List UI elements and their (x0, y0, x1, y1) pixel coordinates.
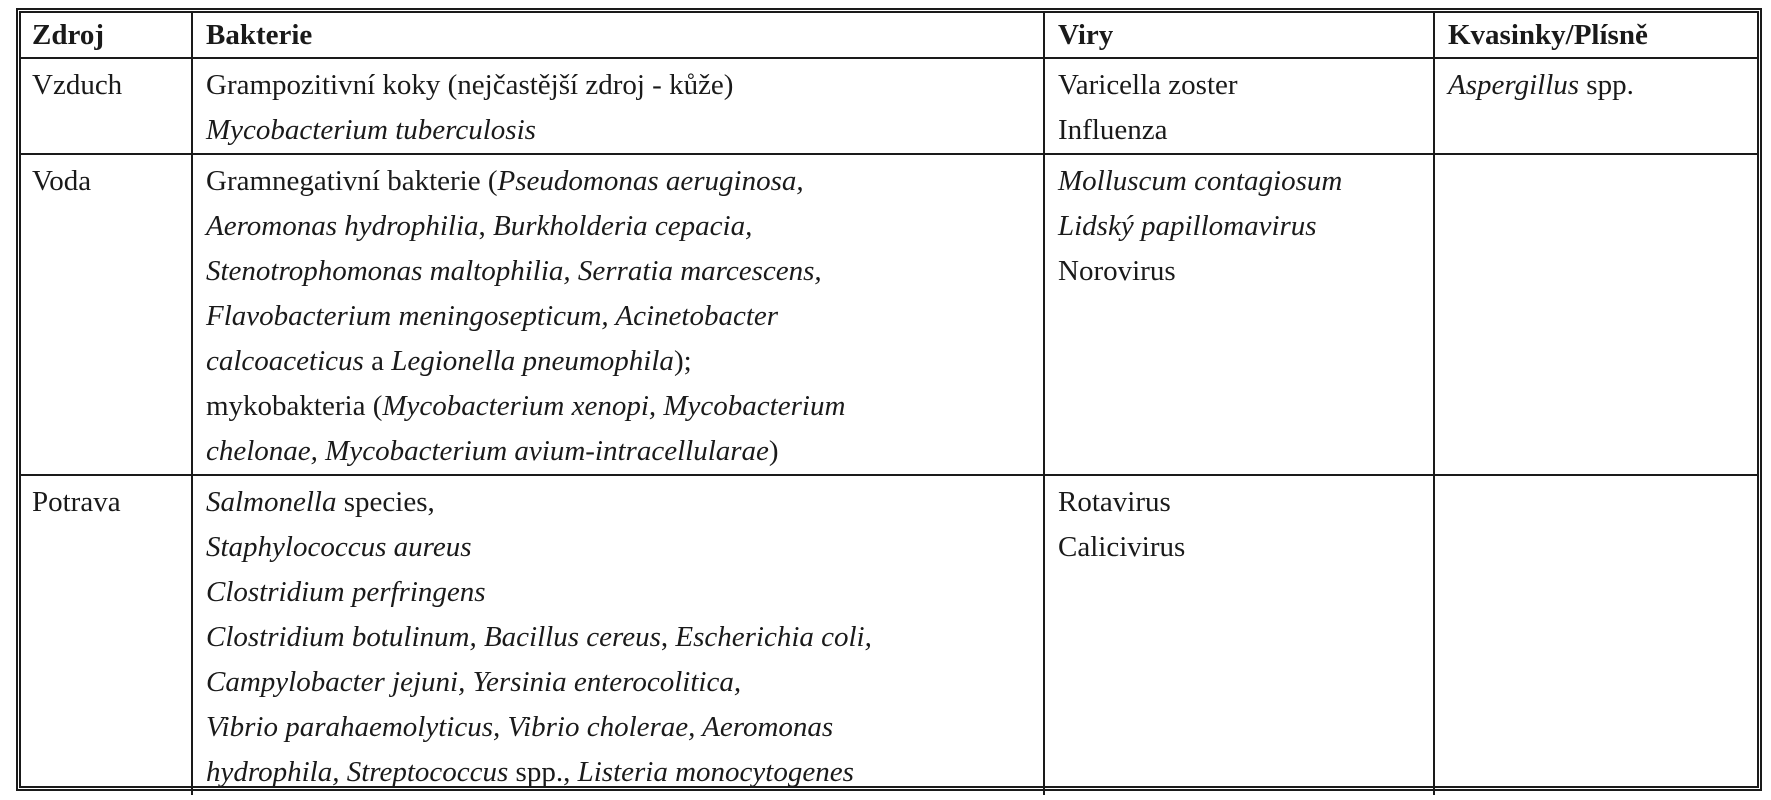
italic-text: Legionella pneumophila (391, 345, 674, 377)
italic-text: Vibrio parahaemolyticus, Vibrio cholerae, Aeromonas (206, 711, 834, 743)
cell-line (206, 525, 1030, 570)
cell-line (206, 429, 1030, 474)
cell-line (206, 204, 1030, 249)
cell-line (206, 615, 1030, 660)
italic-text: Pseudomonas aeruginosa, (497, 165, 804, 197)
table-row (21, 154, 1757, 475)
table-row (21, 58, 1757, 154)
fungi-cell (1434, 58, 1757, 154)
cell-line (206, 705, 1030, 750)
text: ) (768, 435, 779, 467)
italic-text: Campylobacter jejuni, Yersinia enterocolitica, (206, 666, 742, 698)
cell-line (206, 249, 1030, 294)
text: , (660, 621, 676, 653)
cell-line (206, 159, 1030, 204)
text: spp., (508, 756, 578, 788)
cell-line (1058, 249, 1420, 294)
source-cell: Voda (21, 154, 192, 475)
table-frame (16, 8, 1762, 791)
italic-text: hydrophila, Streptococcus (206, 756, 509, 788)
cell-line (206, 339, 1030, 384)
italic-text: Staphylococcus aureus (206, 531, 472, 563)
cell-line (1058, 480, 1420, 525)
italic-text: Lidský papillomavirus (1058, 210, 1317, 242)
cell-line (1058, 525, 1420, 570)
italic-text: Burkholderia cepacia, (493, 210, 753, 242)
italic-text: Mycobacterium xenopi, Mycobacterium (382, 390, 846, 422)
cell-line (1448, 63, 1744, 108)
cell-line (206, 480, 1030, 525)
header-fungi: Kvasinky/Plísně (1434, 13, 1757, 58)
text: Gramnegativní bakterie ( (206, 165, 498, 197)
italic-text: Salmonella (206, 486, 337, 518)
bacteria-cell (192, 475, 1044, 795)
cell-line (206, 108, 1030, 153)
cell-line (206, 384, 1030, 429)
italic-text: Aeromonas hydrophilia (206, 210, 479, 242)
cell-line (1058, 204, 1420, 249)
text: Influenza (1058, 114, 1168, 146)
viruses-cell (1044, 154, 1434, 475)
italic-text: Listeria monocytogenes (577, 756, 854, 788)
fungi-cell (1434, 154, 1757, 475)
cell-line (206, 570, 1030, 615)
text: Calicivirus (1058, 531, 1186, 563)
pathogen-source-table (21, 13, 1757, 795)
source-cell: Vzduch (21, 58, 192, 154)
text: spp. (1579, 69, 1634, 101)
source-cell: Potrava (21, 475, 192, 795)
cell-line (1058, 108, 1420, 153)
text: species, (336, 486, 435, 518)
cell-line (206, 660, 1030, 705)
header-source: Zdroj (21, 13, 192, 58)
header-bacteria: Bakterie (192, 13, 1044, 58)
fungi-cell (1434, 475, 1757, 795)
table-row (21, 475, 1757, 795)
italic-text: Flavobacterium meningosepticum, Acinetobacter (206, 300, 779, 332)
viruses-cell (1044, 475, 1434, 795)
italic-text: Aspergillus (1448, 69, 1580, 101)
italic-text: calcoaceticus (206, 345, 364, 377)
cell-line (206, 750, 1030, 795)
viruses-cell (1044, 58, 1434, 154)
header-viruses: Viry (1044, 13, 1434, 58)
italic-text: chelonae, Mycobacterium avium-intracellularae (206, 435, 769, 467)
text: , (478, 210, 494, 242)
italic-text: Stenotrophomonas maltophilia, Serratia marcescens, (206, 255, 822, 287)
italic-text: Clostridium perfringens (206, 576, 486, 608)
text: Rotavirus (1058, 486, 1171, 518)
bacteria-cell (192, 58, 1044, 154)
text: Grampozitivní koky (nejčastější zdroj - kůže) (206, 69, 734, 101)
text: Norovirus (1058, 255, 1176, 287)
italic-text: Escherichia coli, (675, 621, 872, 653)
cell-line (206, 63, 1030, 108)
italic-text: Molluscum contagiosum (1058, 165, 1343, 197)
table-header-row (21, 13, 1757, 58)
text: ); (673, 345, 692, 377)
text: Varicella zoster (1058, 69, 1238, 101)
cell-line (206, 294, 1030, 339)
bacteria-cell (192, 154, 1044, 475)
cell-line (1058, 159, 1420, 204)
italic-text: Clostridium botulinum, Bacillus cereus (206, 621, 661, 653)
text: a (363, 345, 392, 377)
text: mykobakteria ( (206, 390, 383, 422)
cell-line (1058, 63, 1420, 108)
italic-text: Mycobacterium tuberculosis (206, 114, 536, 146)
